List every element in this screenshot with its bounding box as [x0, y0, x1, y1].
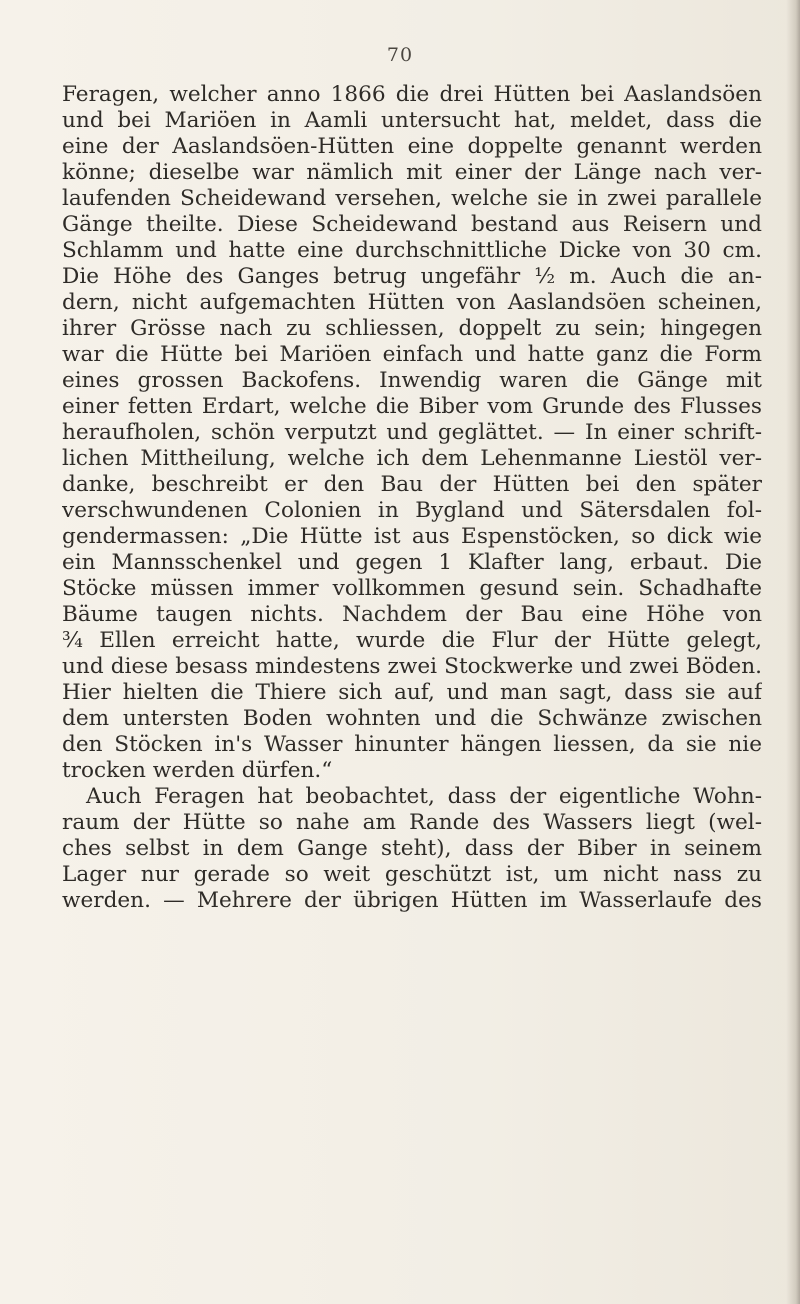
- text-line: laufenden Scheidewand versehen, welche sie in zwei parallele: [62, 186, 762, 211]
- page-number: 70: [386, 44, 414, 66]
- text-line: Stöcke müssen immer vollkommen gesund sein. Schadhafte: [62, 576, 762, 601]
- text-line: war die Hütte bei Mariöen einfach und hatte ganz die Form: [62, 342, 762, 367]
- text-line: ein Mannsschenkel und gegen 1 Klafter lang, erbaut. Die: [62, 550, 762, 575]
- page-edge-shadow: [786, 0, 800, 1304]
- text-line: dem untersten Boden wohnten und die Schwänze zwischen: [62, 706, 762, 731]
- text-line: dern, nicht aufgemachten Hütten von Aaslandsöen scheinen,: [62, 290, 762, 315]
- text-line: Feragen, welcher anno 1866 die drei Hütten bei Aaslandsöen: [62, 82, 762, 107]
- text-line: ches selbst in dem Gange steht), dass der Biber in seinem: [62, 836, 762, 861]
- text-line: den Stöcken in's Wasser hinunter hängen liessen, da sie nie: [62, 732, 762, 757]
- text-line: werden. — Mehrere der übrigen Hütten im Wasserlaufe des: [62, 888, 762, 913]
- text-line: und bei Mariöen in Aamli untersucht hat, meldet, dass die: [62, 108, 762, 133]
- text-line: und diese besass mindestens zwei Stockwerke und zwei Böden.: [62, 654, 762, 679]
- text-line: eines grossen Backofens. Inwendig waren die Gänge mit: [62, 368, 762, 393]
- text-line: danke, beschreibt er den Bau der Hütten bei den später: [62, 472, 762, 497]
- text-line: ¾ Ellen erreicht hatte, wurde die Flur der Hütte gelegt,: [62, 628, 762, 653]
- text-line: gendermassen: „Die Hütte ist aus Espenstöcken, so dick wie: [62, 524, 762, 549]
- text-line: eine der Aaslandsöen-Hütten eine doppelte genannt werden: [62, 134, 762, 159]
- text-line: Die Höhe des Ganges betrug ungefähr ½ m. Auch die an-: [62, 264, 762, 289]
- text-line: heraufholen, schön verputzt und geglättet. — In einer schrift-: [62, 420, 762, 445]
- text-line: Auch Feragen hat beobachtet, dass der eigentliche Wohn-: [86, 784, 762, 809]
- text-line: Lager nur gerade so weit geschützt ist, um nicht nass zu: [62, 862, 762, 887]
- text-line: raum der Hütte so nahe am Rande des Wassers liegt (wel-: [62, 810, 762, 835]
- text-line: Schlamm und hatte eine durchschnittliche Dicke von 30 cm.: [62, 238, 762, 263]
- text-line: Hier hielten die Thiere sich auf, und man sagt, dass sie auf: [62, 680, 762, 705]
- text-line: Gänge theilte. Diese Scheidewand bestand aus Reisern und: [62, 212, 762, 237]
- body-text: [62, 82, 762, 914]
- text-line: ihrer Grösse nach zu schliessen, doppelt zu sein; hingegen: [62, 316, 762, 341]
- text-line: einer fetten Erdart, welche die Biber vom Grunde des Flusses: [62, 394, 762, 419]
- text-line: trocken werden dürfen.“: [62, 758, 333, 783]
- text-line: könne; dieselbe war nämlich mit einer der Länge nach ver-: [62, 160, 762, 185]
- text-line: lichen Mittheilung, welche ich dem Lehenmanne Liestöl ver-: [62, 446, 762, 471]
- text-line: verschwundenen Colonien in Bygland und Sätersdalen fol-: [62, 498, 762, 523]
- text-line: Bäume taugen nichts. Nachdem der Bau eine Höhe von: [62, 602, 762, 627]
